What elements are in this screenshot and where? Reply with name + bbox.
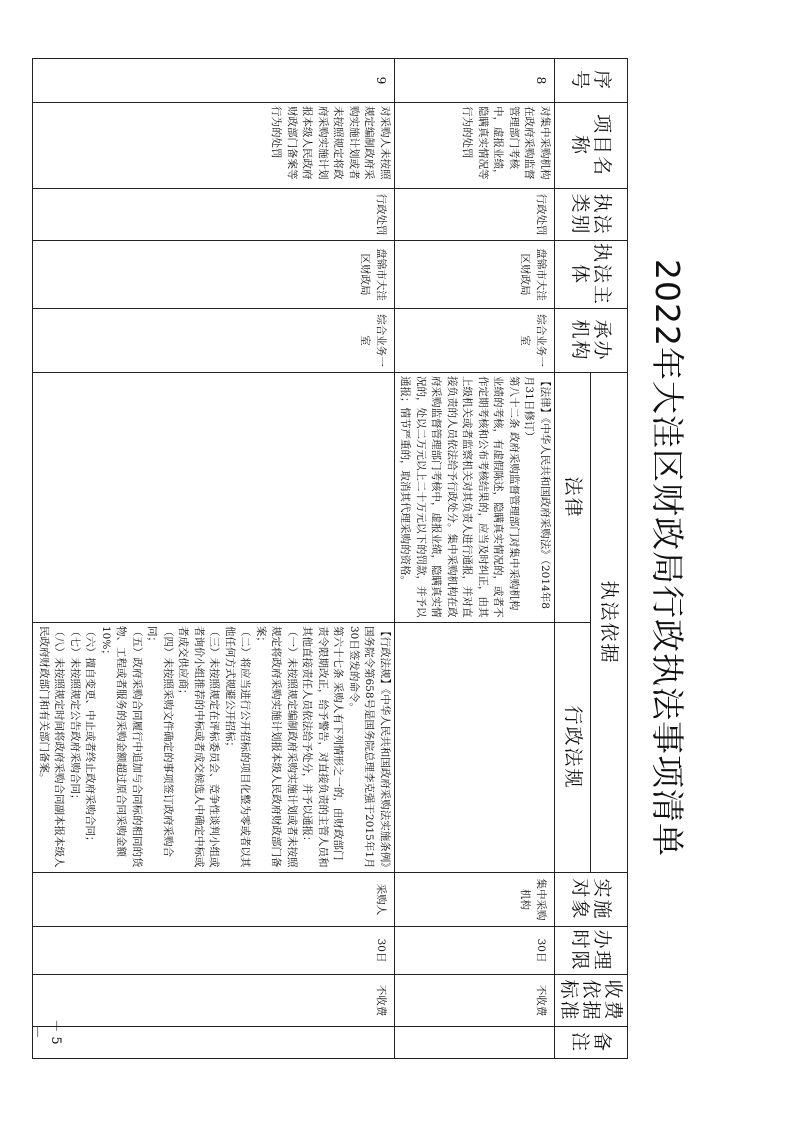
header-row-1 <box>591 59 628 1059</box>
header-office: 承办机构 <box>555 309 628 373</box>
document-title: 2022年大洼区财政局行政执法事项清单 <box>648 259 687 857</box>
header-time-limit: 办理时限 <box>555 927 628 975</box>
header-fee: 收费依据标准 <box>555 975 628 1027</box>
cell-office: 综合业务一室 <box>33 309 395 373</box>
cell-subject: 盘锦市大洼区财政局 <box>395 241 555 309</box>
cell-category: 行政处罚 <box>33 189 395 241</box>
cell-subject: 盘锦市大洼区财政局 <box>33 241 395 309</box>
cell-regulation <box>395 623 555 873</box>
table-row <box>33 59 395 1059</box>
cell-law <box>33 373 395 623</box>
cell-regulation: 【行政法规】《中华人民共和国政府采购法实施条例》国务院令第658号是国务院总理李克强于2015年1月30日签发的命令。 第六十七条 采购人有下列情形之一的，由财政部门责令限期改正，给予警告，对直接负责的主管人员和其他直接责任人员依法给予处分，并予以通报： （一）未按照规定编制政府采购实施计划或者未按照规定将政府采购实施计划报本级人民政府财政部门备案； （二）将应当进行公开招标的项目化整为零或者以其他任何方式规避公开招标； （三）未按照规定在评标委员会、竞争性谈判小组或者询价小组推荐的中标或者成交候选人中确定中标或者成交供应商； （四）未按照采购文件确定的事项签订政府采购合同； （五）政府采购合同履行中追加与合同标的相同的货物、工程或者服务的采购金额超过原合同采购金额10%； （六）擅自变更、中止或者终止政府采购合同； （七）未按照规定公告政府采购合同； （八）未按照规定时间将政府采购合同副本报本级人民政府财政部门和有关部门备案。 <box>33 623 395 873</box>
cell-fee: 不收费 <box>33 975 395 1027</box>
cell-seq: 9 <box>33 59 395 103</box>
header-regulation: 行政法规 <box>555 623 592 873</box>
header-subject: 执法主体 <box>555 241 628 309</box>
cell-target: 集中采购机构 <box>395 873 555 927</box>
header-category: 执法类别 <box>555 189 628 241</box>
cell-category: 行政处罚 <box>395 189 555 241</box>
page-number: － 5 － <box>29 1019 63 1045</box>
cell-remark <box>395 1027 555 1059</box>
header-remark: 备注 <box>555 1027 628 1059</box>
cell-law: 【法律】《中华人民共和国政府采购法》（2014年8月31日修订） 第八十二条 政府采购监督管理部门对集中采购机构业绩的考核，有虚假陈述，隐瞒真实情况的，或者不作定期考核和公布考核结果的，应当及时纠正，由其上级机关或者监察机关对其负责人进行通报，并对直接负责的人员依法给予行政处分。集中采购机构在政府采购监督管理部门考核中，虚报业绩，隐瞒真实情况的，处以二万元以上二十万元以下的罚款，并予以通报；情节严重的，取消其代理采购的资格。 <box>395 373 555 623</box>
cell-time-limit: 30日 <box>33 927 395 975</box>
cell-seq: 8 <box>395 59 555 103</box>
header-seq: 序号 <box>555 59 628 103</box>
enforcement-table <box>33 58 629 1059</box>
header-law: 法律 <box>555 373 592 623</box>
cell-time-limit: 30日 <box>395 927 555 975</box>
rotated-sheet <box>38 58 700 1058</box>
cell-fee: 不收费 <box>395 975 555 1027</box>
cell-name: 对集中采购机构在政府采购监督管理部门考核中，虚报业绩，隐瞒真实情况等行为的处罚 <box>395 103 555 189</box>
header-target: 实施对象 <box>555 873 628 927</box>
cell-target: 采购人 <box>33 873 395 927</box>
table-row <box>395 59 555 1059</box>
cell-remark <box>33 1027 395 1059</box>
cell-office: 综合业务一室 <box>395 309 555 373</box>
cell-name: 对采购人未按照规定编制政府采购实施计划或者未按照规定将政府采购实施计划报本级人民政府财政部门备案等行为的处罚 <box>33 103 395 189</box>
header-name: 项目名称 <box>555 103 628 189</box>
header-basis: 执法依据 <box>591 373 628 873</box>
